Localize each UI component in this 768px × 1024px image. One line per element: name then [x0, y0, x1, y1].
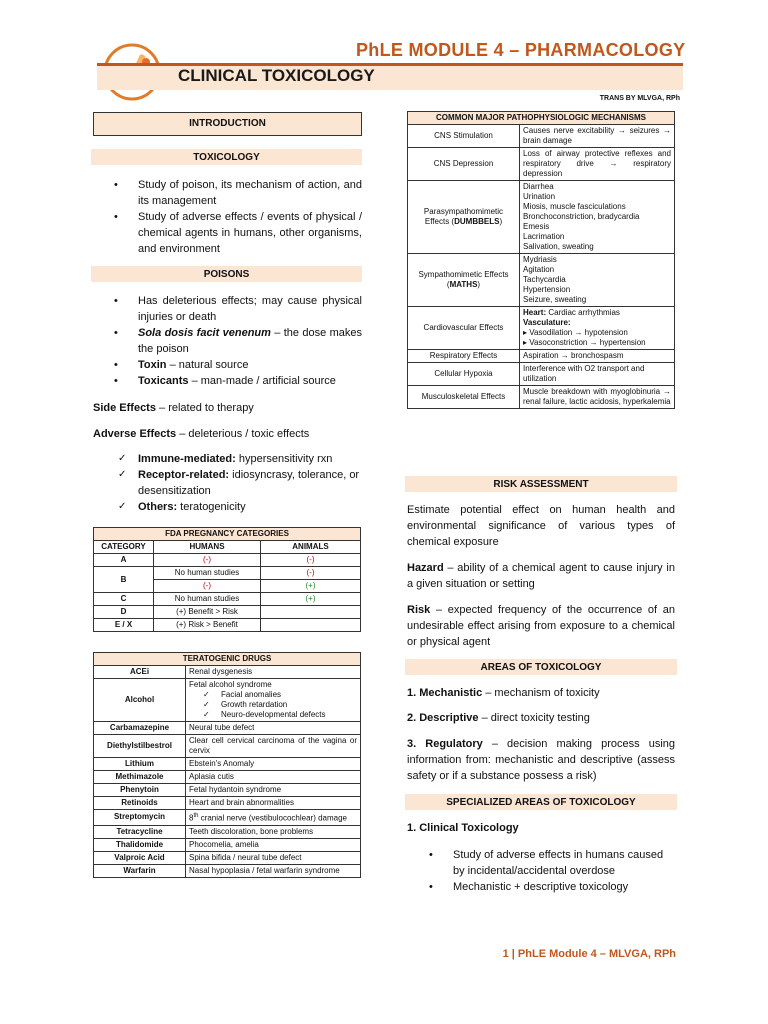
- trans-by: TRANS BY MLVGA, RPh: [599, 95, 680, 102]
- table-row: CNS Depression Loss of airway protective reflexes and respiratory drive → respiratory depression: [408, 148, 675, 181]
- area-regulatory: 3. Regulatory – decision making process using information from: mechanistic and descriptive (assess safety or if a substance possess a risk): [407, 738, 675, 782]
- table-row: Streptomycin 8th cranial nerve (vestibulocochlear) damage: [94, 810, 361, 826]
- table-caption: COMMON MAJOR PATHOPHYSIOLOGIC MECHANISMS: [408, 112, 675, 125]
- adverse-effects-line: Adverse Effects – deleterious / toxic effects: [93, 428, 310, 440]
- table-row: Diethylstilbestrol Clear cell cervical carcinoma of the vagina or cervix: [94, 735, 361, 758]
- table-row: (-) (+): [94, 580, 361, 593]
- risk-intro: Estimate potential effect on human health and environmental significance of various types of chemical exposure: [407, 504, 675, 548]
- specialized-areas-bar: SPECIALIZED AREAS OF TOXICOLOGY: [405, 794, 677, 810]
- header-cell: CATEGORY: [94, 541, 154, 554]
- table-row: A (-) (-): [94, 554, 361, 567]
- list-item: • Mechanistic + descriptive toxicology: [427, 879, 677, 895]
- teratogenic-drugs-table: [93, 652, 361, 878]
- table-row: Lithium Ebstein's Anomaly: [94, 758, 361, 771]
- fda-pregnancy-table: [93, 527, 361, 632]
- table-row: Methimazole Aplasia cutis: [94, 771, 361, 784]
- list-item: ✓ Receptor-related: idiosyncrasy, tolerance, or desensitization: [116, 467, 362, 499]
- list-item: • Study of adverse effects / events of physical / chemical agents in humans, other organisms, and environment: [112, 209, 362, 257]
- toxicology-list: [112, 177, 362, 257]
- hazard-definition: Hazard – ability of a chemical agent to cause injury in a given situation or setting: [407, 562, 675, 590]
- introduction-bar: INTRODUCTION: [93, 112, 362, 136]
- table-row: Sympathomimetic Effects (MATHS) Mydriasis Agitation Tachycardia Hypertension Seizure, sweating: [408, 254, 675, 307]
- mechanisms-table: [407, 111, 675, 409]
- table-row: Parasympathomimetic Effects (DUMBBELS) Diarrhea Urination Miosis, muscle fasciculations Bronchoconstriction, bradycardia Emesis Lacrimation Salivation, sweating: [408, 181, 675, 254]
- table-row: Alcohol Fetal alcohol syndrome ✓ Facial anomalies ✓ Growth retardation ✓ Neuro-developmental defects: [94, 679, 361, 722]
- table-row: B No human studies (-): [94, 567, 361, 580]
- table-caption: TERATOGENIC DRUGS: [94, 653, 361, 666]
- area-descriptive: 2. Descriptive – direct toxicity testing: [407, 712, 590, 724]
- list-item: ✓ Immune-mediated: hypersensitivity rxn: [116, 451, 362, 467]
- poisons-bar: POISONS: [91, 266, 362, 282]
- table-row: Cardiovascular Effects Heart: Cardiac arrhythmias Vasculature: ▸ Vasodilation → hypotension ▸ Vasoconstriction → hypertension: [408, 307, 675, 350]
- poisons-list: [112, 293, 362, 389]
- table-row: C No human studies (+): [94, 593, 361, 606]
- list-item: • Sola dosis facit venenum – the dose makes the poison: [112, 325, 362, 357]
- clinical-toxicology-heading: 1. Clinical Toxicology: [407, 822, 519, 834]
- table-row: Musculoskeletal Effects Muscle breakdown with myoglobinuria → renal failure, lactic acidosis, hyperkalemia: [408, 386, 675, 409]
- header-cell: HUMANS: [154, 541, 261, 554]
- table-row: Carbamazepine Neural tube defect: [94, 722, 361, 735]
- header-cell: ANIMALS: [261, 541, 361, 554]
- adverse-types-list: [116, 451, 362, 515]
- table-row: Tetracycline Teeth discoloration, bone problems: [94, 825, 361, 838]
- list-item: • Study of adverse effects in humans caused by incidental/accidental overdose: [427, 847, 677, 879]
- list-item: • Toxicants – man-made / artificial source: [112, 373, 362, 389]
- table-row: ACEi Renal dysgenesis: [94, 666, 361, 679]
- table-row: Warfarin Nasal hypoplasia / fetal warfarin syndrome: [94, 864, 361, 877]
- risk-assessment-bar: RISK ASSESSMENT: [405, 476, 677, 492]
- area-mechanistic: 1. Mechanistic – mechanism of toxicity: [407, 687, 600, 699]
- clinical-toxicology-list: [427, 847, 677, 895]
- table-row: Retinoids Heart and brain abnormalities: [94, 797, 361, 810]
- table-row: Respiratory Effects Aspiration → bronchospasm: [408, 350, 675, 363]
- table-row: Phenytoin Fetal hydantoin syndrome: [94, 784, 361, 797]
- list-item: • Study of poison, its mechanism of action, and its management: [112, 177, 362, 209]
- list-item: • Has deleterious effects; may cause physical injuries or death: [112, 293, 362, 325]
- table-caption: FDA PREGNANCY CATEGORIES: [94, 528, 361, 541]
- page-footer: 1 | PhLE Module 4 – MLVGA, RPh: [502, 948, 676, 960]
- table-row: Cellular Hypoxia Interference with O2 transport and utilization: [408, 363, 675, 386]
- list-item: ✓ Others: teratogenicity: [116, 499, 362, 515]
- table-row: CNS Stimulation Causes nerve excitability → seizures → brain damage: [408, 125, 675, 148]
- risk-definition: Risk – expected frequency of the occurrence of an undesirable effect arising from exposure to a chemical or physical agent: [407, 604, 675, 648]
- side-effects-line: Side Effects – related to therapy: [93, 402, 254, 414]
- table-row: E / X (+) Risk > Benefit: [94, 619, 361, 632]
- table-row: Valproic Acid Spina bifida / neural tube defect: [94, 851, 361, 864]
- areas-bar: AREAS OF TOXICOLOGY: [405, 659, 677, 675]
- module-title: PhLE MODULE 4 – PHARMACOLOGY: [356, 40, 686, 60]
- table-row: D (+) Benefit > Risk: [94, 606, 361, 619]
- toxicology-bar: TOXICOLOGY: [91, 149, 362, 165]
- table-row: Thalidomide Phocomelia, amelia: [94, 838, 361, 851]
- list-item: • Toxin – natural source: [112, 357, 362, 373]
- chapter-title: CLINICAL TOXICOLOGY: [178, 66, 375, 85]
